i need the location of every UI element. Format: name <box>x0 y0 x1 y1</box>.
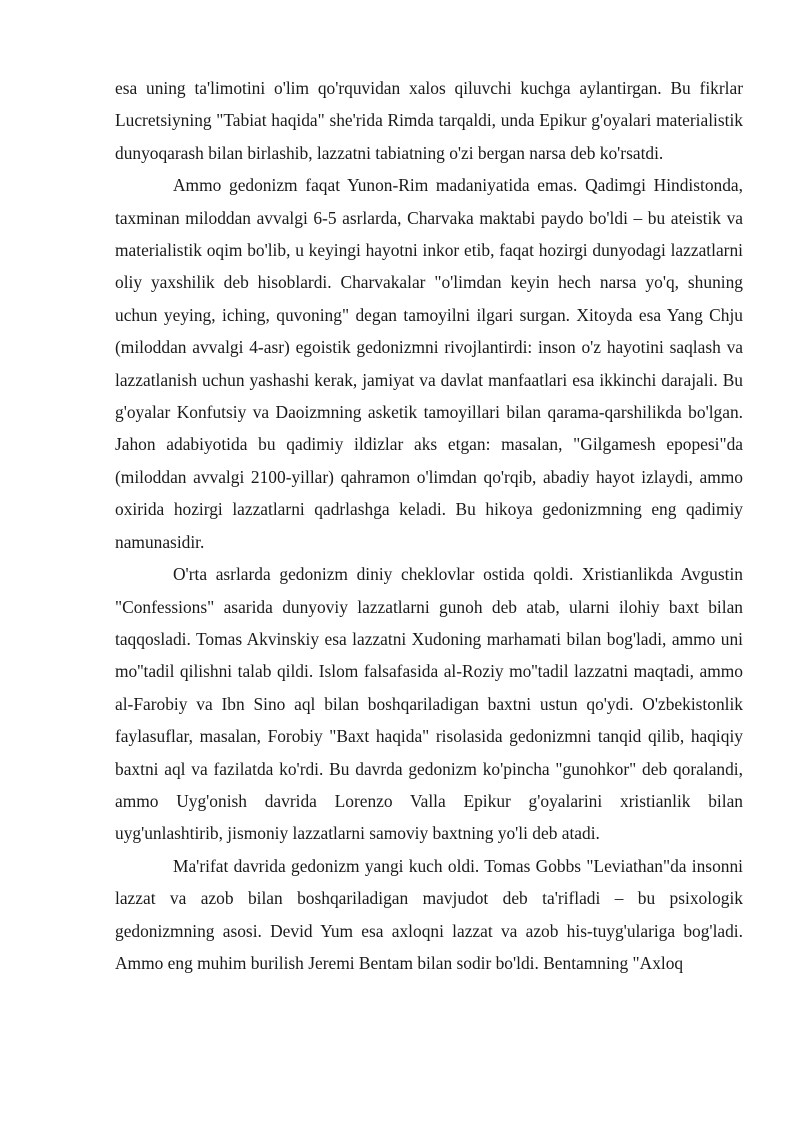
paragraph-1: esa uning ta'limotini o'lim qo'rquvidan xalos qiluvchi kuchga aylantirgan. Bu fikrlar Lucretsiyning "Tabiat haqida" she'rida Rimda tarqaldi, unda Epikur g'oyalari materialistik dunyoqarash bilan birlashib, lazzatni tabiatning o'zi bergan narsa deb ko'rsatdi. <box>115 78 743 163</box>
paragraph-3: O'rta asrlarda gedonizm diniy cheklovlar ostida qoldi. Xristianlikda Avgustin "Confessions" asarida dunyoviy lazzatlarni gunoh deb atab, ularni ilohiy baxt bilan taqqosladi. Tomas Akvinskiy esa lazzatni Xudoning marhamati bilan bog'ladi, ammo uni mo''tadil qilishni talab qildi. Islom falsafasida al-Roziy mo''tadil lazzatni maqtadi, ammo al-Farobiy va Ibn Sino aql bilan boshqariladigan baxtni ustun qo'ydi. O'zbekistonlik faylasuflar, masalan, Forobiy "Baxt haqida" risolasida gedonizmni tanqid qilib, haqiqiy baxtni aql va fazilatda ko'rdi. Bu davrda gedonizm ko'pincha "gunohkor" deb qoralandi, ammo Uyg'onish davrida Lorenzo Valla Epikur g'oyalarini xristianlik bilan uyg'unlashtirib, jismoniy lazzatlarni samoviy baxtning yo'li deb atadi. <box>115 564 743 844</box>
document-page <box>115 72 743 979</box>
paragraph-2: Ammo gedonizm faqat Yunon-Rim madaniyatida emas. Qadimgi Hindistonda, taxminan miloddan avvalgi 6-5 asrlarda, Charvaka maktabi paydo bo'ldi – bu ateistik va materialistik oqim bo'lib, u keyingi hayotni inkor etib, faqat hozirgi dunyodagi lazzatlarni oliy yaxshilik deb hisoblardi. Charvakalar "o'limdan keyin hech narsa yo'q, shuning uchun yeying, iching, quvoning" degan tamoyilni ilgari surgan. Xitoyda esa Yang Chju (miloddan avvalgi 4-asr) egoistik gedonizmni rivojlantirdi: inson o'z hayotini saqlash va lazzatlanish uchun yashashi kerak, jamiyat va davlat manfaatlari esa ikkinchi darajali. Bu g'oyalar Konfutsiy va Daoizmning asketik tamoyillari bilan qarama-qarshilikda bo'lgan. Jahon adabiyotida bu qadimiy ildizlar aks etgan: masalan, "Gilgamesh epopesi"da (miloddan avvalgi 2100-yillar) qahramon o'limdan qo'rqib, abadiy hayot izlaydi, ammo oxirida hozirgi lazzatlarni qadrlashga keladi. Bu hikoya gedonizmning eng qadimiy namunasidir. <box>115 175 743 552</box>
paragraph-4: Ma'rifat davrida gedonizm yangi kuch oldi. Tomas Gobbs "Leviathan"da insonni lazzat va azob bilan boshqariladigan mavjudot deb ta'rifladi – bu psixologik gedonizmning asosi. Devid Yum esa axloqni lazzat va azob his-tuyg'ulariga bog'ladi. Ammo eng muhim burilish Jeremi Bentam bilan sodir bo'ldi. Bentamning "Axloq <box>115 855 743 973</box>
